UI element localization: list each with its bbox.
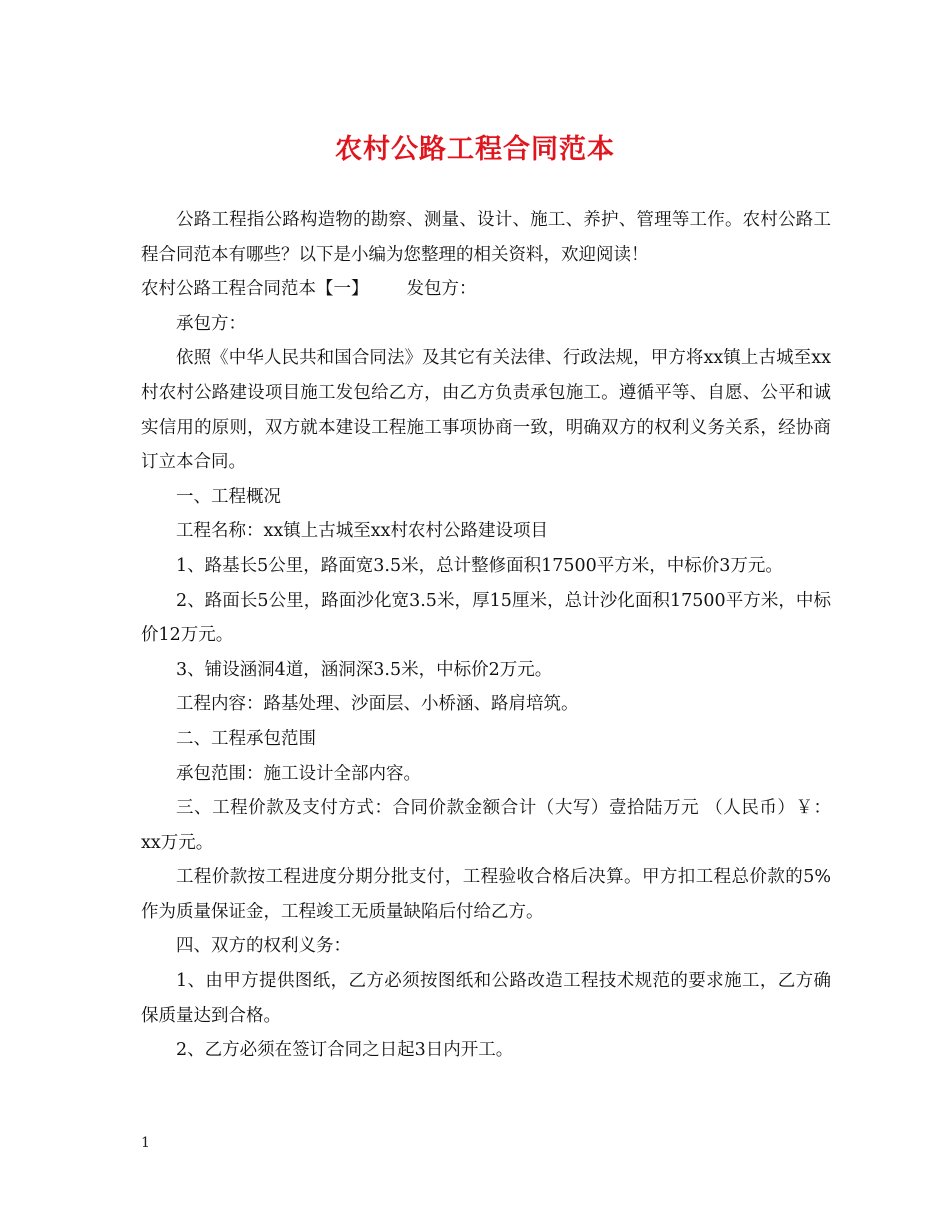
paragraph: 2、路面长5公里，路面沙化宽3.5米，厚15厘米，总计沙化面积17500平方米，中标价12万元。 [141,590,831,646]
paragraph: 1、路基长5公里，路面宽3.5米，总计整修面积17500平方米，中标价3万元。 [176,555,783,576]
paragraph: 工程价款按工程进度分期分批支付，工程验收合格后决算。甲方扣工程总价款的5%作为质量保证金，工程竣工无质量缺陷后付给乙方。 [141,867,831,922]
paragraph: 依照《中华人民共和国合同法》及其它有关法律、行政法规，甲方将xx镇上古城至xx村农村公路建设项目施工发包给乙方，由乙方负责承包施工。遵循平等、自愿、公平和诚实信用的原则，双方就本建设工程施工事项协商一致，明确双方的权利义务关系，经协商订立本合同。 [141,348,831,473]
paragraph: 三、工程价款及支付方式：合同价款金额合计（大写）壹拾陆万元 （人民币）￥：xx万元。 [141,798,831,853]
party-b-label: 承包方： [176,313,246,334]
paragraph: 工程内容：路基处理、沙面层、小桥涵、路肩培筑。 [176,694,579,715]
section-heading-line [141,272,831,307]
paragraph: 二、工程承包范围 [176,728,316,749]
paragraph: 3、铺设涵洞4道，涵洞深3.5米，中标价2万元。 [176,659,553,680]
document-title: 农村公路工程合同范本 [335,134,615,165]
paragraph: 四、双方的权利义务： [176,936,351,957]
paragraph: 1、由甲方提供图纸，乙方必须按图纸和公路改造工程技术规范的要求施工，乙方确保质量达到合格。 [141,971,831,1026]
page-number: 1 [141,1135,150,1151]
party-a-label: 发包方： [406,279,477,300]
section-heading: 农村公路工程合同范本【一】 [141,279,369,300]
paragraph: 工程名称：xx镇上古城至xx村农村公路建设项目 [176,521,548,542]
paragraph: 承包范围：施工设计全部内容。 [176,763,421,784]
document-body [141,203,831,1068]
paragraph: 一、工程概况 [176,486,281,507]
intro-paragraph: 公路工程指公路构造物的勘察、测量、设计、施工、养护、管理等工作。农村公路工程合同范本有哪些？以下是小编为您整理的相关资料，欢迎阅读！ [141,210,831,265]
paragraph: 2、乙方必须在签订合同之日起3日内开工。 [176,1040,514,1061]
